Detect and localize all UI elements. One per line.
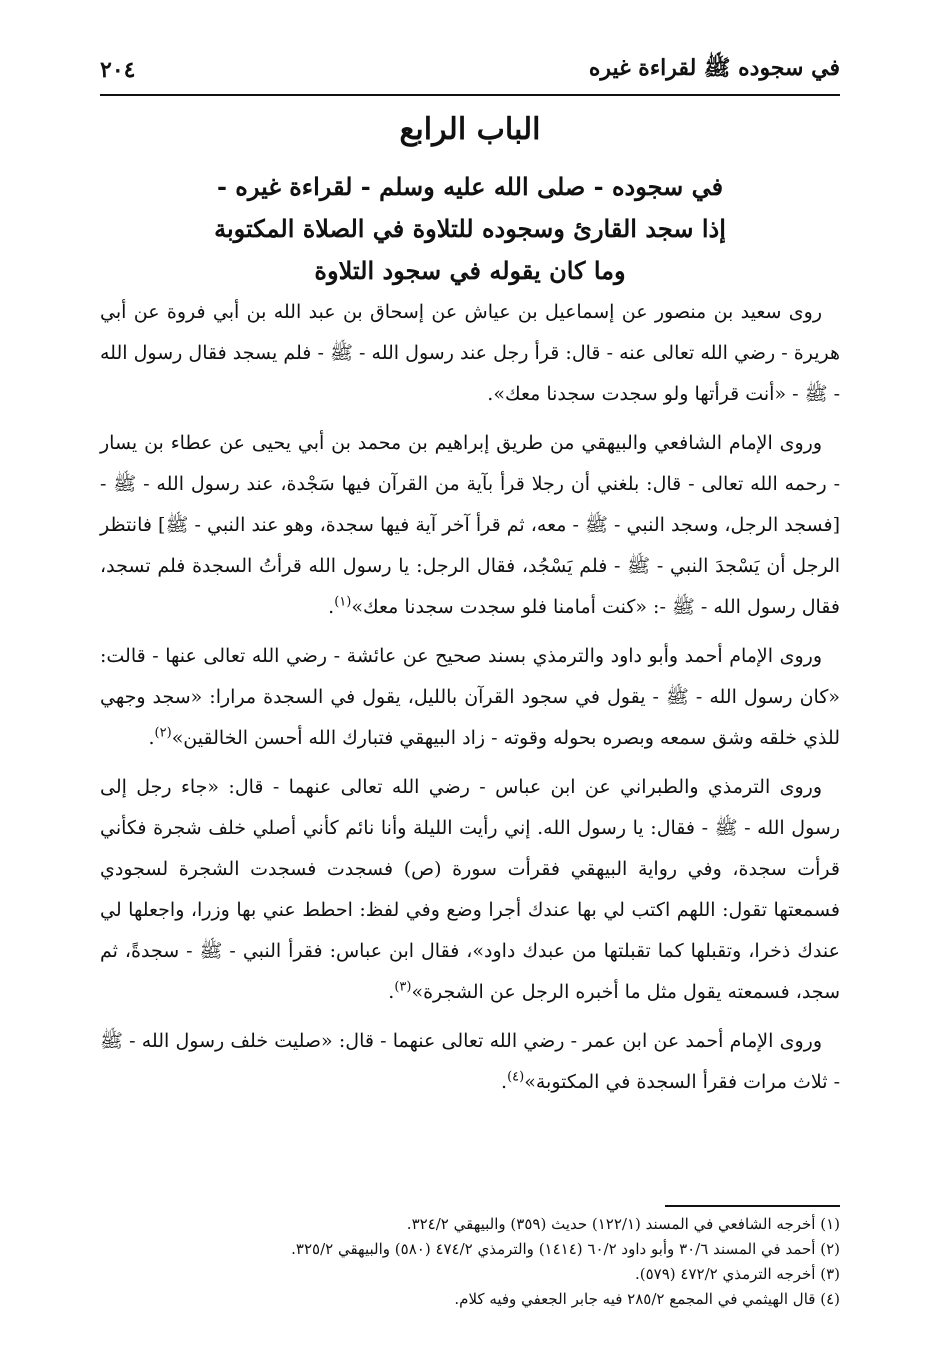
footnote: (٤) قال الهيثمي في المجمع ٢٨٥/٢ فيه جابر الجعفي وفيه كلام. [454, 1290, 840, 1308]
paragraph-text: وروى الترمذي والطبراني عن ابن عباس - رضي الله تعالى عنهما - قال: «جاء رجل إلى رسول الله - ﷺ - فقال: يا رسول الله. إني رأيت الليلة وأنا نائم كأني أصلي خلف شجرة فكأني قرأت سجدة، وفي رواية البيهقي فقرأت سورة (ص) فسجدت فسجدت الشجرة لسجودي فسمعتها تقول: اللهم اكتب لي بها عندك أجرا وضع وفي لفظ: احطط عني بها وزرا، واجعلها لي عندك ذخرا، وتقبلها كما تقبلتها من عبدك داود»، فقال ابن عباس: فقرأ النبي - ﷺ - سجدةً، ثم سجد، فسمعته يقول مثل ما أخبره الرجل عن الشجرة» [100, 776, 840, 1003]
footnote: (١) أخرجه الشافعي في المسند (١٢٢/١) حديث (٣٥٩) والبيهقي ٣٢٤/٢. [406, 1215, 840, 1233]
footnote-ref: (٢) [154, 725, 172, 741]
paragraph-text: وروى الإمام الشافعي والبيهقي من طريق إبراهيم بن محمد بن أبي يحيى عن عطاء بن يسار - رحمه الله تعالى - قال: بلغني أن رجلا قرأ بآية من القرآن فيها سَجْدة، عند رسول الله - ﷺ - [فسجد الرجل، وسجد النبي - ﷺ - معه، ثم قرأ آخر آية فيها سجدة، وهو عند النبي - ﷺ] فانتظر الرجل أن يَسْجدَ النبي - ﷺ - فلم يَسْجُد، فقال الرجل: يا رسول الله قرأتُ السجدة فلم تسجد، فقال رسول الله - ﷺ -: «كنت أمامنا فلو سجدت سجدنا معك» [100, 432, 840, 618]
subtitle-line: وما كان يقوله في سجود التلاوة [314, 256, 626, 285]
paragraph-text: وروى الإمام أحمد وأبو داود والترمذي بسند صحيح عن عائشة - رضي الله تعالى عنها - قالت: «كان رسول الله - ﷺ - يقول في سجود القرآن بالليل، يقول في السجدة مرارا: «سجد وجهي للذي خلقه وشق سمعه وبصره بحوله وقوته - زاد البيهقي فتبارك الله أحسن الخالقين» [100, 645, 840, 749]
footnotes [100, 1212, 840, 1312]
footnote: (٣) أخرجه الترمذي ٤٧٢/٢ (٥٧٩). [634, 1265, 840, 1283]
footnote-ref: (٣) [394, 979, 412, 995]
paragraph: وروى الإمام أحمد وأبو داود والترمذي بسند صحيح عن عائشة - رضي الله تعالى عنها - قالت: «كان رسول الله - ﷺ - يقول في سجود القرآن بالليل، يقول في السجدة مرارا: «سجد وجهي للذي خلقه وشق سمعه وبصره بحوله وقوته - زاد البيهقي فتبارك الله أحسن الخالقين»$^{(٢)}$. [100, 645, 840, 749]
running-header [100, 50, 840, 90]
paragraph-text: وروى الإمام أحمد عن ابن عمر - رضي الله تعالى عنهما - قال: «صليت خلف رسول الله - ﷺ - ثلاث مرات فقرأ السجدة في المكتوبة» [100, 1030, 840, 1093]
footnote-ref: (١) [334, 594, 352, 610]
page-number: ٢٠٤ [100, 57, 136, 83]
footnote-ref: (٤) [507, 1069, 525, 1085]
subtitle-line: في سجوده - صلى الله عليه وسلم - لقراءة غيره - [216, 172, 724, 201]
running-title: في سجوده ﷺ لقراءة غيره [588, 55, 840, 81]
footnote-rule [665, 1205, 840, 1207]
footnote: (٢) أحمد في المسند ٣٠/٦ وأبو داود ٦٠/٢ (١٤١٤) والترمذي ٤٧٤/٢ (٥٨٠) والبيهقي ٣٢٥/٢. [291, 1240, 840, 1258]
paragraph [100, 292, 840, 415]
chapter-title: الباب الرابع [399, 112, 541, 147]
header-rule [100, 94, 840, 96]
subtitle-line: إذا سجد القارئ وسجوده للتلاوة في الصلاة المكتوبة [214, 214, 726, 243]
paragraph: وروى الترمذي والطبراني عن ابن عباس - رضي الله تعالى عنهما - قال: «جاء رجل إلى رسول الله - ﷺ - فقال: يا رسول الله. إني رأيت الليلة وأنا نائم كأني أصلي خلف شجرة فكأني قرأت سجدة، وفي رواية البيهقي فقرأت سورة (ص) فسجدت فسجدت الشجرة لسجودي فسمعتها تقول: اللهم اكتب لي بها عندك أجرا وضع وفي لفظ: احطط عني بها وزرا، واجعلها لي عندك ذخرا، وتقبلها كما تقبلتها من عبدك داود»، فقال ابن عباس: فقرأ النبي - ﷺ - سجدةً، ثم سجد، فسمعته يقول مثل ما أخبره الرجل عن الشجرة»$^{(٣)}$. [100, 776, 840, 1003]
paragraph: وروى الإمام الشافعي والبيهقي من طريق إبراهيم بن محمد بن أبي يحيى عن عطاء بن يسار - رحمه الله تعالى - قال: بلغني أن رجلا قرأ بآية من القرآن فيها سَجْدة، عند رسول الله - ﷺ - [فسجد الرجل، وسجد النبي - ﷺ - معه، ثم قرأ آخر آية فيها سجدة، وهو عند النبي - ﷺ] فانتظر الرجل أن يَسْجدَ النبي - ﷺ - فلم يَسْجُد، فقال الرجل: يا رسول الله قرأتُ السجدة فلم تسجد، فقال رسول الله - ﷺ -: «كنت أمامنا فلو سجدت سجدنا معك»$^{(١)}$. [100, 432, 840, 618]
paragraph-text: روى سعيد بن منصور عن إسماعيل بن عياش عن إسحاق بن عبد الله بن أبي فروة عن أبي هريرة - رضي الله تعالى عنه - قال: قرأ رجل عند رسول الله - ﷺ - فلم يسجد فقال رسول الله - ﷺ - «أنت قرأتها ولو سجدت سجدنا معك». [100, 301, 840, 405]
body-text [100, 292, 840, 1111]
paragraph: وروى الإمام أحمد عن ابن عمر - رضي الله تعالى عنهما - قال: «صليت خلف رسول الله - ﷺ - ثلاث مرات فقرأ السجدة في المكتوبة»$^{(٤)}$. [100, 1030, 840, 1093]
chapter-subtitles [100, 166, 840, 292]
